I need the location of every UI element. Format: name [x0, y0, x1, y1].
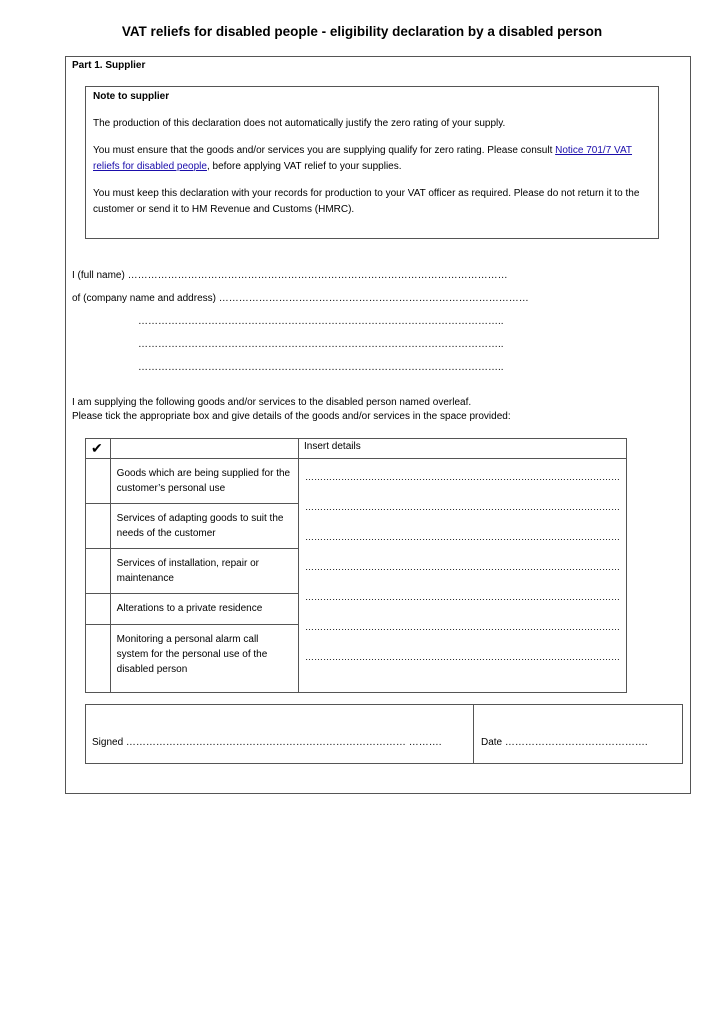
- row-label-installation: Services of installation, repair or maintenance: [110, 549, 298, 594]
- table-row: [86, 459, 627, 504]
- tick-box-monitoring[interactable]: [86, 625, 111, 693]
- detail-line[interactable]: ……………………………………………………………………………………………: [305, 472, 620, 482]
- note-to-supplier-box: [85, 86, 659, 239]
- address-line-3[interactable]: ………………………………………………………………………………………………..: [138, 362, 504, 373]
- detail-line[interactable]: ……………………………………………………………………………………………: [305, 502, 620, 512]
- note-p2-after: , before applying VAT relief to your supplies.: [206, 161, 402, 172]
- full-name-label: I (full name): [72, 270, 125, 281]
- detail-line[interactable]: ……………………………………………………………………………………………: [305, 652, 620, 662]
- detail-line[interactable]: ……………………………………………………………………………………………: [305, 592, 620, 602]
- detail-line[interactable]: ……………………………………………………………………………………………: [305, 562, 620, 572]
- supplier-section: [65, 56, 691, 794]
- description-column-header: [110, 439, 298, 459]
- note-paragraph-3: You must keep this declaration with your records for production to your VAT officer as required. Please do not return it to the customer or send it to HM Revenue and Customs (HMRC).: [93, 188, 640, 215]
- note-p2-before: You must ensure that the goods and/or services you are supplying qualify for zero rating. Please consult: [93, 145, 556, 156]
- intro-line-2: Please tick the appropriate box and give details of the goods and/or services in the space provided:: [72, 411, 511, 422]
- details-column-header: Insert details: [299, 439, 627, 459]
- signed-cell[interactable]: [86, 705, 474, 763]
- company-dots: …………………………………………………………………………………: [218, 293, 529, 304]
- address-line-1[interactable]: ………………………………………………………………………………………………..: [138, 316, 504, 327]
- page-title: VAT reliefs for disabled people - eligibility declaration by a disabled person: [121, 24, 603, 39]
- signed-label: Signed: [92, 737, 124, 748]
- company-field[interactable]: [72, 293, 529, 304]
- company-label: of (company name and address): [72, 293, 216, 304]
- goods-services-table: [85, 438, 627, 693]
- row-label-alterations: Alterations to a private residence: [110, 594, 298, 625]
- date-dots: …………………………………….: [504, 737, 648, 748]
- signed-field[interactable]: [92, 737, 441, 748]
- row-label-monitoring: Monitoring a personal alarm call system for the personal use of the disabled person: [110, 625, 298, 693]
- detail-line[interactable]: ……………………………………………………………………………………………: [305, 532, 620, 542]
- tick-box-adapting[interactable]: [86, 504, 111, 549]
- row-label-goods: Goods which are being supplied for the customer’s personal use: [110, 459, 298, 504]
- detail-line[interactable]: ……………………………………………………………………………………………: [305, 622, 620, 632]
- part-label: Part 1. Supplier: [72, 60, 146, 71]
- supply-intro: [72, 396, 511, 424]
- tick-box-alterations[interactable]: [86, 594, 111, 625]
- tick-box-goods[interactable]: [86, 459, 111, 504]
- row-label-adapting: Services of adapting goods to suit the needs of the customer: [110, 504, 298, 549]
- notice-701-7-link[interactable]: Notice 701/7 VAT reliefs for disabled people: [93, 145, 633, 172]
- address-line-2[interactable]: ………………………………………………………………………………………………..: [138, 339, 504, 350]
- date-field[interactable]: [481, 737, 648, 748]
- intro-line-1: I am supplying the following goods and/or services to the disabled person named overleaf.: [72, 397, 472, 408]
- signature-box: [85, 704, 683, 764]
- signed-dots: ………………………………………………………………………… ……….: [125, 737, 442, 748]
- tick-column-header: ✔: [86, 439, 111, 459]
- full-name-dots: ……………………………………………………………………………………………………: [127, 270, 508, 281]
- date-label: Date: [481, 737, 503, 748]
- full-name-field[interactable]: [72, 270, 508, 281]
- note-paragraph-1: The production of this declaration does not automatically justify the zero rating of your supply.: [93, 118, 506, 129]
- details-cell[interactable]: [299, 459, 627, 693]
- note-heading: Note to supplier: [93, 91, 170, 102]
- table-header-row: [86, 439, 627, 459]
- tick-box-installation[interactable]: [86, 549, 111, 594]
- note-paragraph-2: [93, 143, 651, 175]
